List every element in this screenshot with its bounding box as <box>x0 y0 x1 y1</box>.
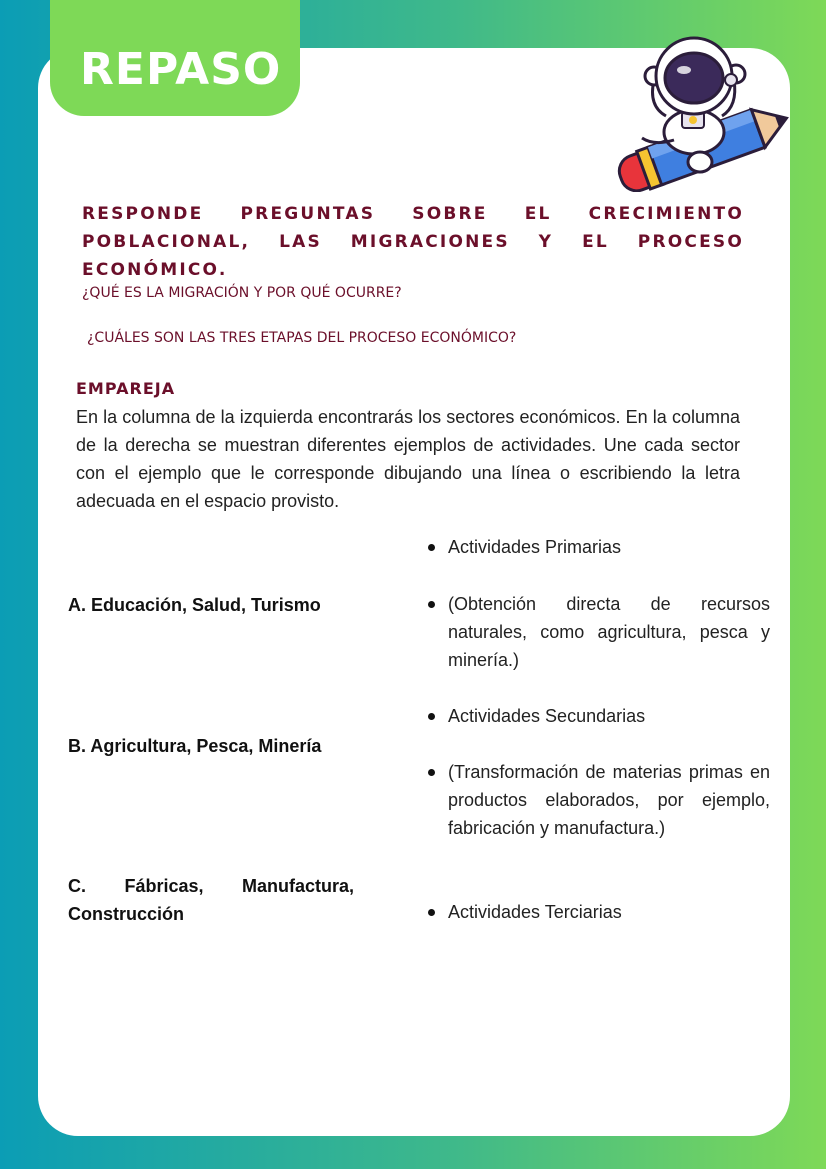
matching-title: EMPAREJA <box>76 379 176 398</box>
page-title: REPASO <box>80 44 282 95</box>
sector-item-b: B. Agricultura, Pesca, Minería <box>68 736 322 756</box>
list-item-terciarias: Actividades Terciarias <box>448 898 770 926</box>
matching-description: En la columna de la izquierda encontrarás los sectores económicos. En la columna de la derecha se muestran diferentes ejemplos de actividades. Une cada sector con el ejemplo que le corresponde dibujando una línea o escribiendo la letra adecuada en el espacio provisto. <box>76 407 740 511</box>
list-item-secundarias: Actividades Secundarias <box>448 702 770 730</box>
list-item-primarias: Actividades Primarias <box>448 533 770 561</box>
sector-item-c: C. Fábricas, Manufactura, Construcción <box>68 876 354 924</box>
section-heading: RESPONDE PREGUNTAS SOBRE EL CRECIMIENTO POBLACIONAL, LAS MIGRACIONES Y EL PROCESO ECONÓMICO. <box>82 204 744 280</box>
list-item-secundarias-desc: (Transformación de materias primas en productos elaborados, por ejemplo, fabricación y manufactura.) <box>448 758 770 842</box>
question-etapas: ¿CUÁLES SON LAS TRES ETAPAS DEL PROCESO ECONÓMICO? <box>87 330 517 346</box>
astronaut-on-pencil-icon <box>604 20 794 192</box>
list-item-primarias-desc: (Obtención directa de recursos naturales, como agricultura, pesca y minería.) <box>448 590 770 674</box>
question-migracion: ¿QUÉ ES LA MIGRACIÓN Y POR QUÉ OCURRE? <box>82 285 402 301</box>
sector-item-a: A. Educación, Salud, Turismo <box>68 595 321 615</box>
